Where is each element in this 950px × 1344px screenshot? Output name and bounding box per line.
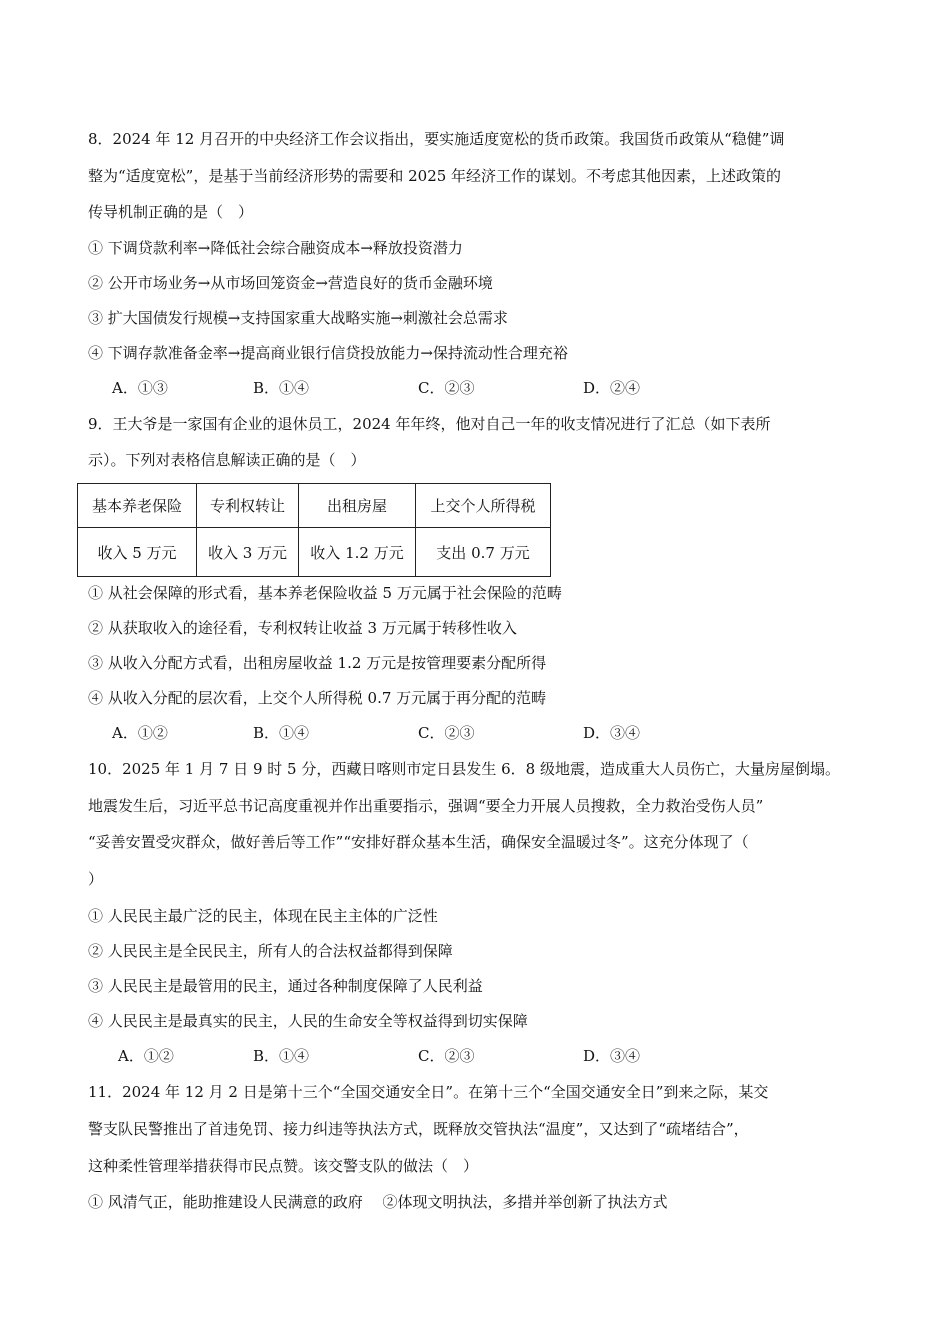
table-header-cell: 专利权转让 xyxy=(197,484,299,528)
table-header-row xyxy=(78,484,551,528)
q8-option-a[interactable]: A．①③ xyxy=(112,379,168,397)
q10-stem-line-1: 10．2025 年 1 月 7 日 9 时 5 分，西藏日喀则市定日县发生 6．8 级地震，造成重大人员伤亡，大量房屋倒塌。 xyxy=(88,760,840,778)
q9-options xyxy=(0,722,950,744)
q8-statement-1: ① 下调贷款利率→降低社会综合融资成本→释放投资潜力 xyxy=(88,239,463,257)
q11-stem-line-3: 这种柔性管理举措获得市民点赞。该交警支队的做法（ ） xyxy=(88,1157,479,1175)
q8-statement-3: ③ 扩大国债发行规模→支持国家重大战略实施→刺激社会总需求 xyxy=(88,309,508,327)
q8-options xyxy=(0,377,950,399)
q8-option-c[interactable]: C．②③ xyxy=(418,379,475,397)
q10-option-c[interactable]: C．②③ xyxy=(418,1047,475,1065)
q10-option-d[interactable]: D．③④ xyxy=(583,1047,641,1065)
q9-statement-1: ① 从社会保障的形式看，基本养老保险收益 5 万元属于社会保险的范畴 xyxy=(88,584,562,602)
q9-stem-line-2: 示）。下列对表格信息解读正确的是（ ） xyxy=(88,451,366,469)
q9-option-c[interactable]: C．②③ xyxy=(418,724,475,742)
q8-statement-2: ② 公开市场业务→从市场回笼资金→营造良好的货币金融环境 xyxy=(88,274,493,292)
table-row xyxy=(78,528,551,577)
q10-statement-2: ② 人民民主是全民民主，所有人的合法权益都得到保障 xyxy=(88,942,453,960)
q8-option-b[interactable]: B．①④ xyxy=(253,379,310,397)
q11-stem-line-2: 警支队民警推出了首违免罚、接力纠违等执法方式，既释放交管执法“温度”，又达到了“疏堵结合”， xyxy=(88,1120,749,1138)
q11-stem-line-1: 11．2024 年 12 月 2 日是第十三个“全国交通安全日”。在第十三个“全国交通安全日”到来之际，某交 xyxy=(88,1083,769,1101)
table-header-cell: 出租房屋 xyxy=(299,484,416,528)
q9-statement-3: ③ 从收入分配方式看，出租房屋收益 1.2 万元是按管理要素分配所得 xyxy=(88,654,547,672)
q10-option-a[interactable]: A．①② xyxy=(118,1047,174,1065)
q9-statement-2: ② 从获取收入的途径看，专利权转让收益 3 万元属于转移性收入 xyxy=(88,619,517,637)
q9-stem-line-1: 9．王大爷是一家国有企业的退休员工，2024 年年终，他对自己一年的收支情况进行了汇总（如下表所 xyxy=(88,415,771,433)
table-cell: 收入 3 万元 xyxy=(197,528,299,577)
table-cell: 支出 0.7 万元 xyxy=(416,528,551,577)
q10-statement-4: ④ 人民民主是最真实的民主，人民的生命安全等权益得到切实保障 xyxy=(88,1012,528,1030)
q9-option-b[interactable]: B．①④ xyxy=(253,724,310,742)
q10-statement-1: ① 人民民主最广泛的民主，体现在民主主体的广泛性 xyxy=(88,907,438,925)
q9-option-d[interactable]: D．③④ xyxy=(583,724,641,742)
q10-options xyxy=(0,1045,950,1067)
q8-stem-line-1: 8．2024 年 12 月召开的中央经济工作会议指出，要实施适度宽松的货币政策。我国货币政策从“稳健”调 xyxy=(88,130,785,148)
table-header-cell: 基本养老保险 xyxy=(78,484,197,528)
table-cell: 收入 5 万元 xyxy=(78,528,197,577)
table-cell: 收入 1.2 万元 xyxy=(299,528,416,577)
q10-stem-line-3: “妥善安置受灾群众，做好善后等工作”“安排好群众基本生活，确保安全温暖过冬”。这充分体现了（ xyxy=(88,833,749,851)
q9-option-a[interactable]: A．①② xyxy=(112,724,168,742)
q9-income-table xyxy=(77,483,551,577)
q8-stem-line-2: 整为“适度宽松”，是基于当前经济形势的需要和 2025 年经济工作的谋划。不考虑其他因素，上述政策的 xyxy=(88,167,782,185)
q10-stem-line-4: ） xyxy=(88,870,104,888)
q10-stem-line-2: 地震发生后，习近平总书记高度重视并作出重要指示，强调“要全力开展人员搜救，全力救治受伤人员” xyxy=(88,797,764,815)
q10-option-b[interactable]: B．①④ xyxy=(253,1047,310,1065)
q11-statement-1: ① 风清气正，能助推建设人民满意的政府 ②体现文明执法，多措并举创新了执法方式 xyxy=(88,1193,668,1211)
q8-statement-4: ④ 下调存款准备金率→提高商业银行信贷投放能力→保持流动性合理充裕 xyxy=(88,344,568,362)
q8-stem-line-3: 传导机制正确的是（ ） xyxy=(88,203,254,221)
table-header-cell: 上交个人所得税 xyxy=(416,484,551,528)
q10-statement-3: ③ 人民民主是最管用的民主，通过各种制度保障了人民利益 xyxy=(88,977,483,995)
q8-option-d[interactable]: D．②④ xyxy=(583,379,641,397)
q9-statement-4: ④ 从收入分配的层次看，上交个人所得税 0.7 万元属于再分配的范畴 xyxy=(88,689,547,707)
